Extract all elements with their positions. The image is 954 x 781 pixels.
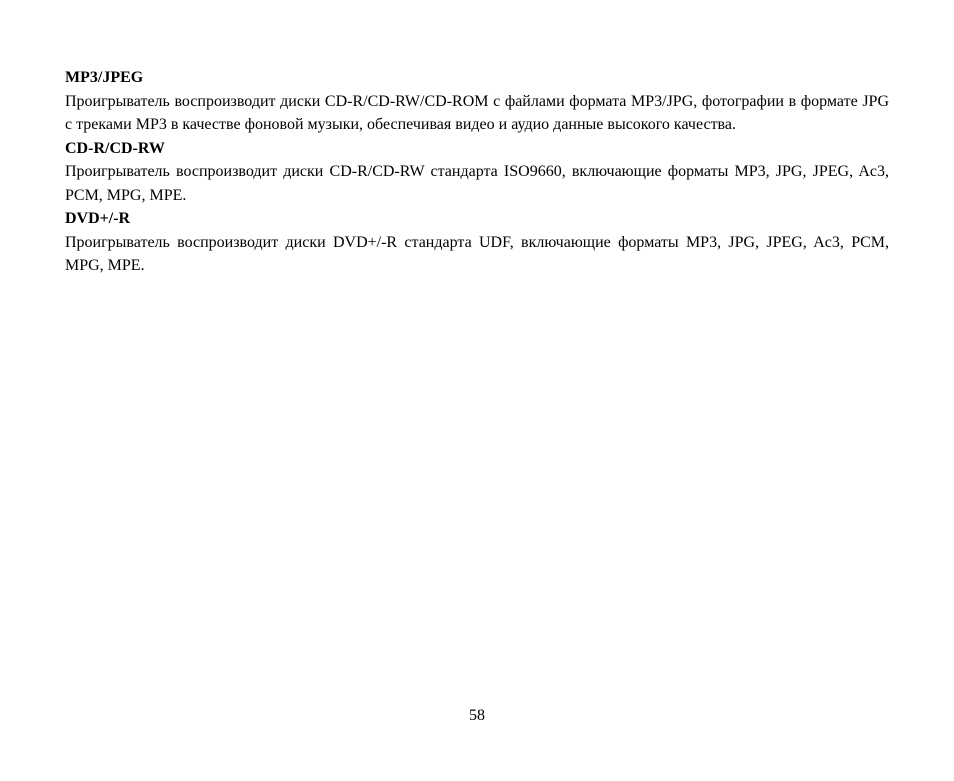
- section-body-mp3-jpeg: Проигрыватель воспроизводит диски CD-R/CD-RW/CD-ROM с файлами формата MP3/JPG, фотографии в формате JPG с треками MP3 в качестве фоновой музыки, обеспечивая видео и аудио данные высокого качества.: [65, 92, 889, 133]
- section-body-cd-r-cd-rw: Проигрыватель воспроизводит диски CD-R/CD-RW стандарта ISO9660, включающие форматы MP3, JPG, JPEG, Ac3, PCM, MPG, MPE.: [65, 163, 889, 204]
- section-body-dvd-r: Проигрыватель воспроизводит диски DVD+/-R стандарта UDF, включающие форматы MP3, JPG, JPEG, Ac3, PCM, MPG, MPE.: [65, 233, 889, 274]
- section-title-cd-r-cd-rw: CD-R/CD-RW: [65, 139, 165, 157]
- page-number: 58: [469, 707, 485, 724]
- section-title-dvd-r: DVD+/-R: [65, 210, 131, 227]
- section-title-mp3-jpeg: MP3/JPEG: [65, 69, 144, 86]
- document-content: [65, 66, 889, 278]
